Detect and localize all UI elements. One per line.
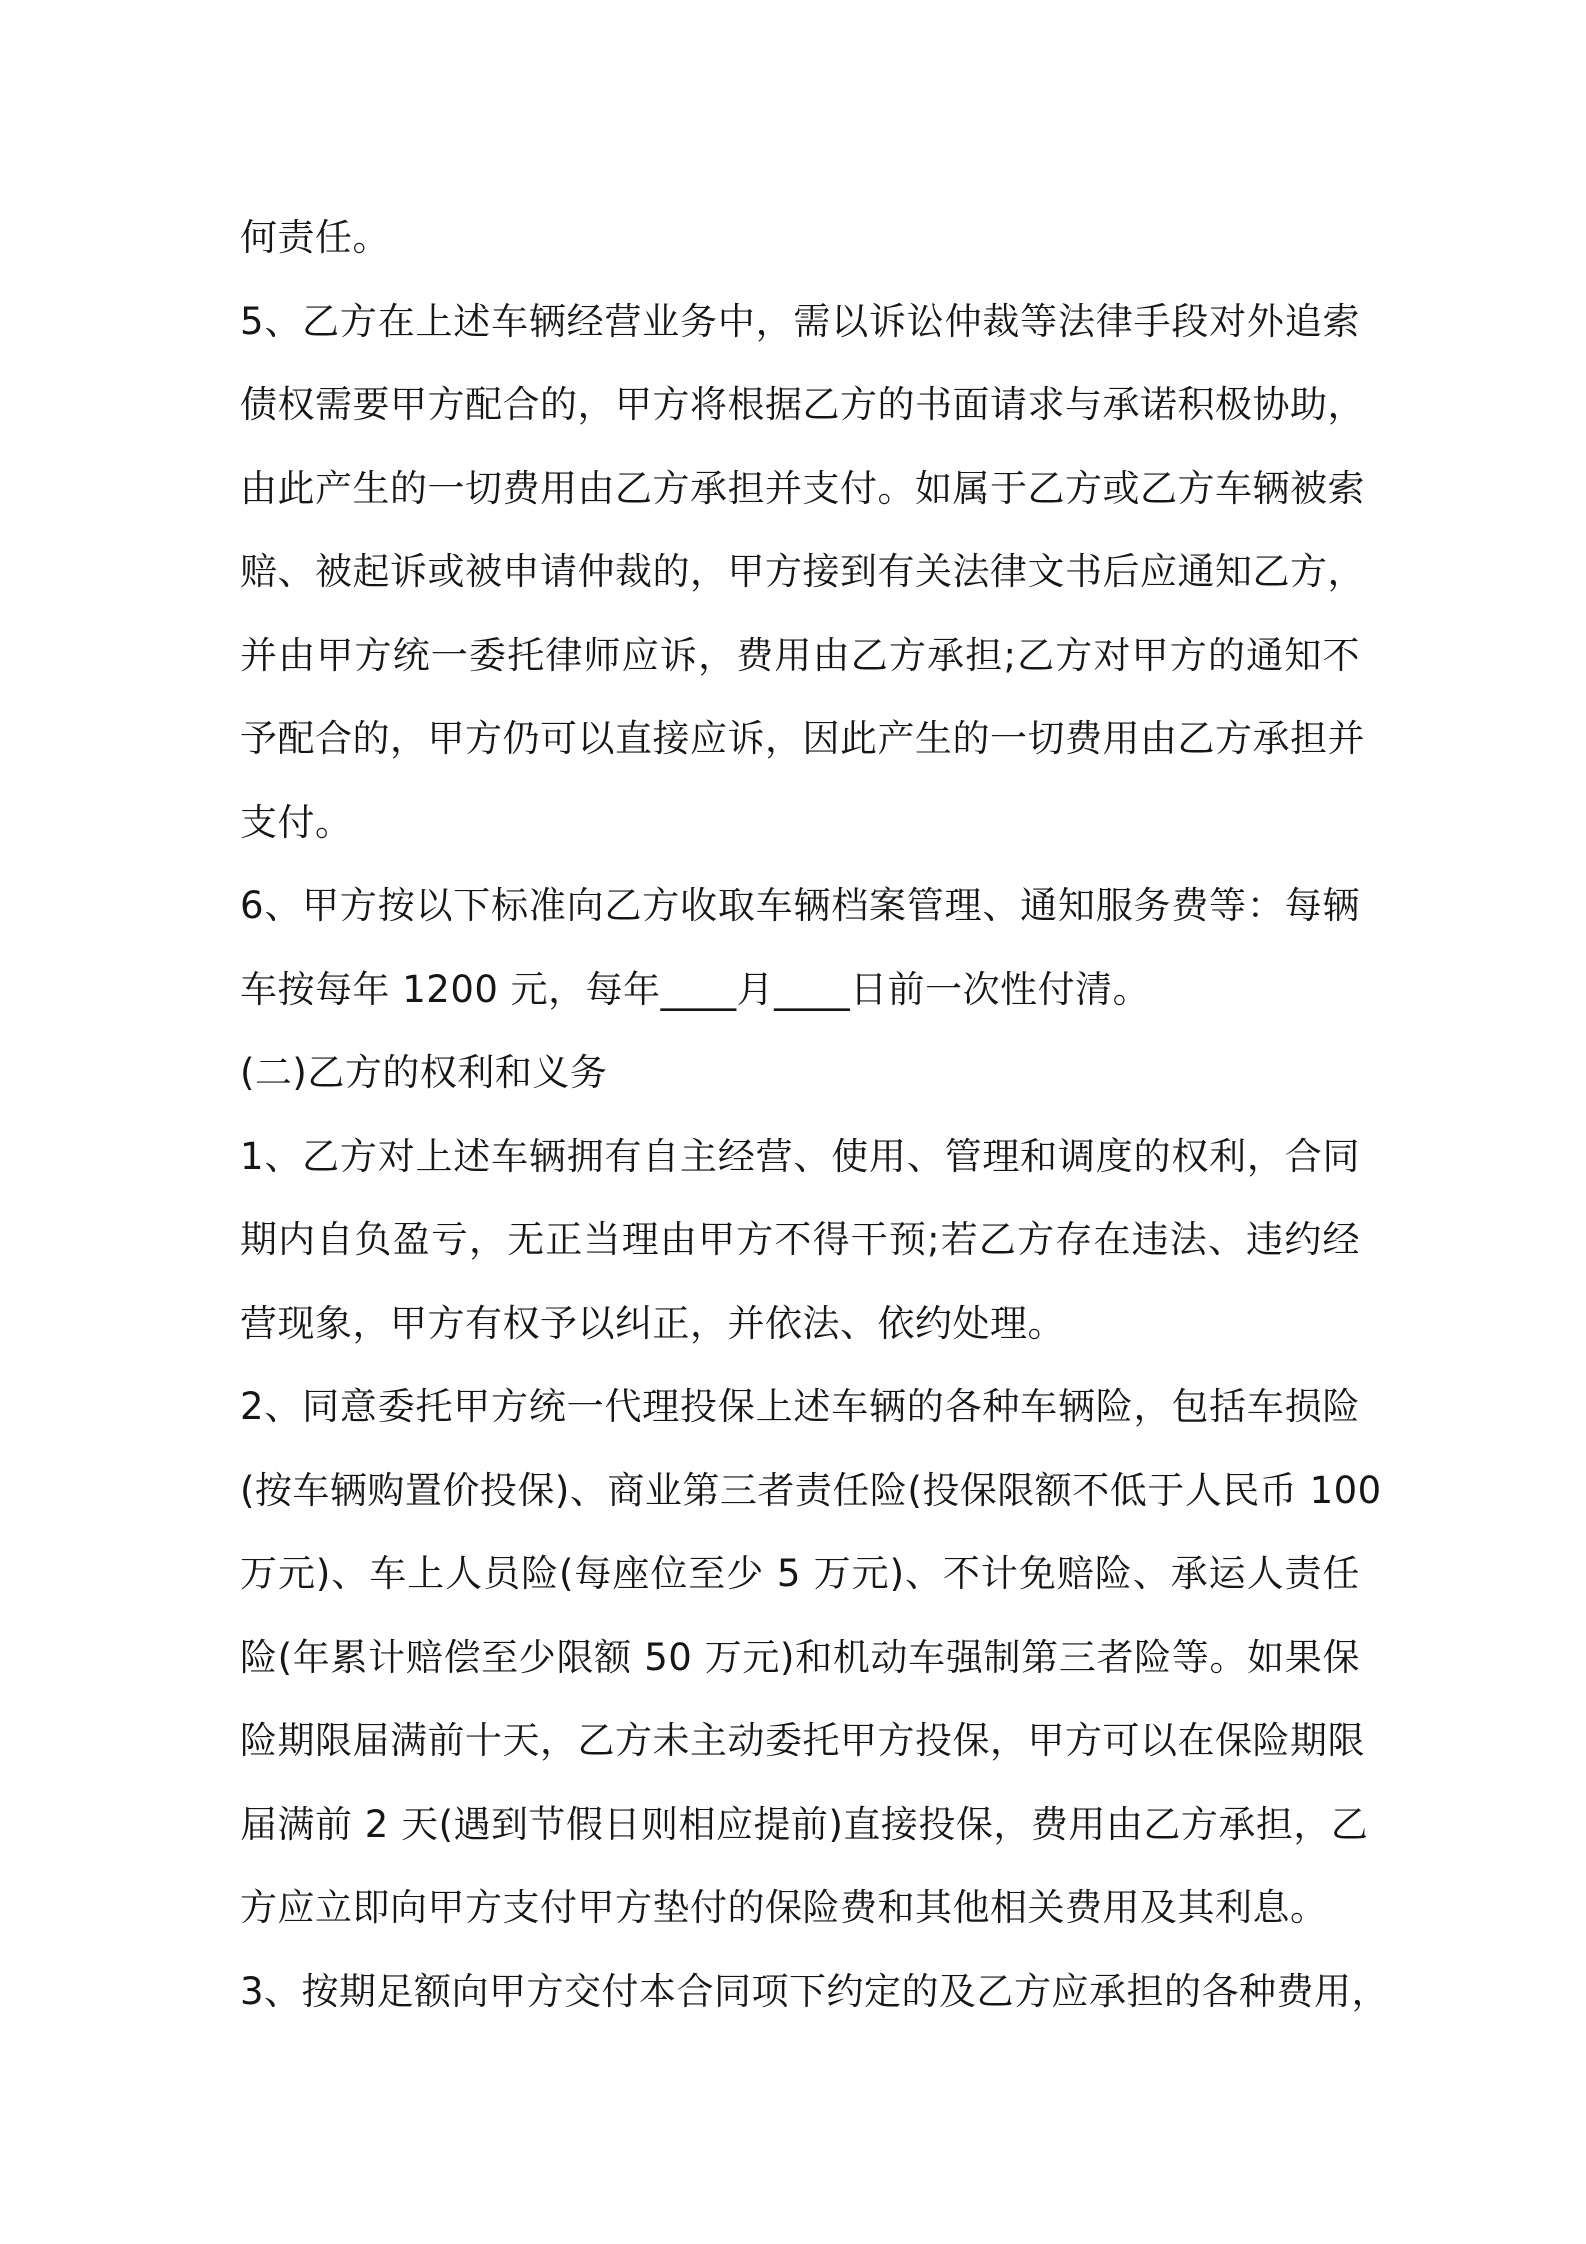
- text-line: 并由甲方统一委托律师应诉，费用由乙方承担;乙方对甲方的通知不: [240, 633, 1360, 677]
- text-line: 何责任。: [240, 216, 390, 259]
- text-line: 3、按期足额向甲方交付本合同项下约定的及乙方应承担的各种费用，: [240, 1969, 1390, 2013]
- text-line: 由此产生的一切费用由乙方承担并支付。如属于乙方或乙方车辆被索: [240, 466, 1365, 510]
- text-line: (二)乙方的权利和义务: [240, 1051, 608, 1094]
- text-line: 1、乙方对上述车辆拥有自主经营、使用、管理和调度的权利，合同: [240, 1134, 1360, 1178]
- text-line: 赔、被起诉或被申请仲裁的，甲方接到有关法律文书后应通知乙方，: [240, 550, 1365, 593]
- text-line: 债权需要甲方配合的，甲方将根据乙方的书面请求与承诺积极协助，: [240, 383, 1365, 426]
- text-line: 支付。: [240, 800, 353, 844]
- text-line: 万元)、车上人员险(每座位至少 5 万元)、不计免赔险、承运人责任: [240, 1552, 1360, 1595]
- text-line: 险期限届满前十天，乙方未主动委托甲方投保，甲方可以在保险期限: [240, 1719, 1365, 1762]
- text-line: 届满前 2 天(遇到节假日则相应提前)直接投保，费用由乙方承担，乙: [240, 1802, 1369, 1846]
- text-line: (按车辆购置价投保)、商业第三者责任险(投保限额不低于人民币 100: [240, 1468, 1382, 1512]
- text-line: 5、乙方在上述车辆经营业务中，需以诉讼仲裁等法律手段对外追索: [240, 299, 1360, 343]
- text-line: 6、甲方按以下标准向乙方收取车辆档案管理、通知服务费等：每辆: [240, 884, 1360, 927]
- text-line: 车按每年 1200 元，每年____月____日前一次性付清。: [240, 967, 1151, 1011]
- text-line: 营现象，甲方有权予以纠正，并依法、依约处理。: [240, 1301, 1065, 1345]
- text-line: 期内自负盈亏，无正当理由甲方不得干预;若乙方存在违法、违约经: [240, 1218, 1360, 1261]
- document-body: [240, 196, 1390, 2033]
- text-line: 险(年累计赔偿至少限额 50 万元)和机动车强制第三者险等。如果保: [240, 1635, 1360, 1679]
- text-line: 方应立即向甲方支付甲方垫付的保险费和其他相关费用及其利息。: [240, 1886, 1328, 1929]
- text-line: 2、同意委托甲方统一代理投保上述车辆的各种车辆险，包括车损险: [240, 1385, 1360, 1428]
- text-line: 予配合的，甲方仍可以直接应诉，因此产生的一切费用由乙方承担并: [240, 717, 1365, 760]
